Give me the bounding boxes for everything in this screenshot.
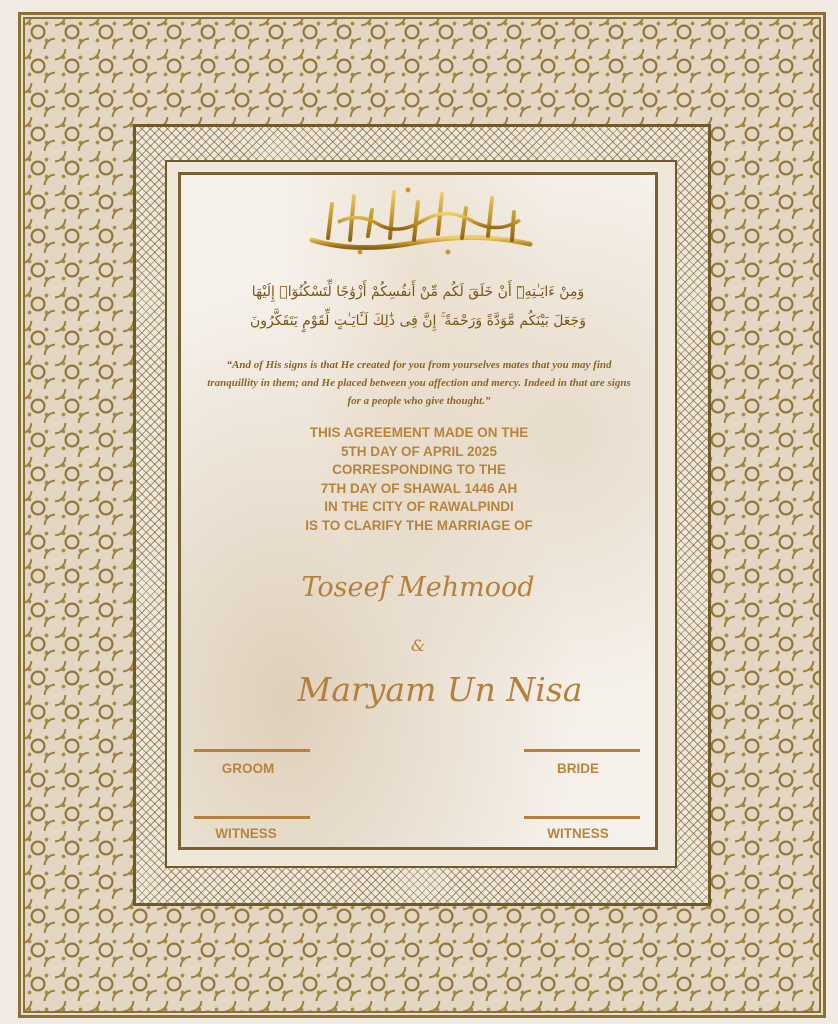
groom-label: GROOM bbox=[221, 761, 275, 776]
agreement-line: 5TH DAY OF APRIL 2025 bbox=[340, 443, 498, 459]
bride-signature-line bbox=[524, 749, 640, 752]
agreement-line: THIS AGREEMENT MADE ON THE bbox=[309, 425, 529, 440]
quran-verse-line-1: وَمِنْ ءَايَـٰتِهِۦٓ أَنْ خَلَقَ لَكُم مِّنْ أَنفُسِكُمْ أَزْوَٰجًا لِّتَسْكُنُوٓا۟ إِلَيْهَا bbox=[251, 284, 585, 300]
witness-left-signature-line bbox=[194, 816, 310, 819]
ampersand: & bbox=[410, 636, 426, 655]
groom-name: Toseef Mehmood bbox=[301, 572, 535, 603]
witness-right-signature-line bbox=[524, 816, 640, 819]
bismillah-calligraphy bbox=[298, 182, 542, 262]
quran-verse-line-2: وَجَعَلَ بَيْنَكُم مَّوَدَّةً وَرَحْمَةً ۚ إِنَّ فِى ذَٰلِكَ لَـَٔايَـٰتٍ لِّقَوْمٍ يَتَفَكَّرُونَ bbox=[250, 313, 586, 329]
verse-translation: “And of His signs is that He created for you from yourselves mates that you may find tranquillity in them; and He placed between you affection and mercy. Indeed in that are signs for a people who give thought.” bbox=[207, 359, 631, 407]
agreement-line: 7TH DAY OF SHAWAL 1446 AH bbox=[320, 480, 518, 496]
bride-name: Maryam Un Nisa bbox=[297, 670, 583, 709]
agreement-line: IS TO CLARIFY THE MARRIAGE OF bbox=[305, 517, 533, 533]
witness-right-label: WITNESS bbox=[547, 826, 609, 841]
groom-signature-line bbox=[194, 749, 310, 752]
bride-label: BRIDE bbox=[556, 761, 599, 776]
agreement-line: IN THE CITY OF RAWALPINDI bbox=[324, 499, 514, 514]
bismillah-calligraphy-graphic bbox=[298, 182, 542, 262]
witness-left-label: WITNESS bbox=[215, 826, 277, 841]
agreement-line: CORRESPONDING TO THE bbox=[332, 462, 506, 477]
agreement-statement bbox=[200, 424, 638, 535]
